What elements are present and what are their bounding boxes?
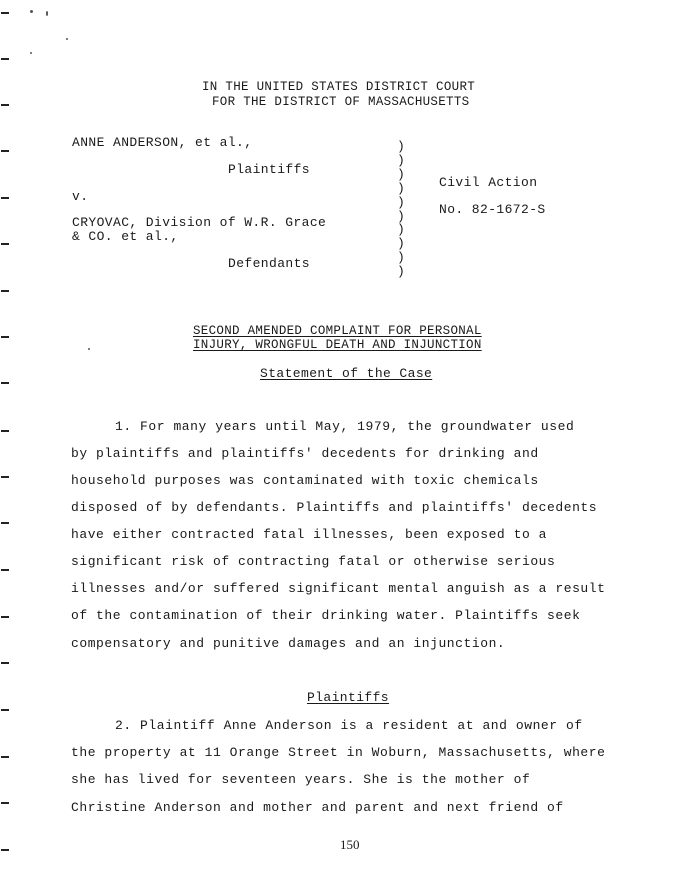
- paragraph-line: the property at 11 Orange Street in Woburn, Massachusetts, where: [71, 745, 606, 760]
- paragraph-line: 1. For many years until May, 1979, the groundwater used: [115, 419, 575, 434]
- paragraph-line: illnesses and/or suffered significant mental anguish as a result: [71, 581, 606, 596]
- paragraph-line: Christine Anderson and mother and parent and next friend of: [71, 800, 564, 815]
- paragraph-line: significant risk of contracting fatal or otherwise serious: [71, 554, 556, 569]
- court-name-line2: FOR THE DISTRICT OF MASSACHUSETTS: [212, 95, 470, 109]
- paragraph-line: 2. Plaintiff Anne Anderson is a resident at and owner of: [115, 718, 583, 733]
- page-number: 150: [340, 837, 360, 852]
- plaintiffs-label: Plaintiffs: [228, 162, 311, 177]
- court-name-line1: IN THE UNITED STATES DISTRICT COURT: [202, 80, 476, 94]
- complaint-title-line1: SECOND AMENDED COMPLAINT FOR PERSONAL: [193, 324, 482, 338]
- defendant-name-line2: & CO. et al.,: [72, 229, 179, 244]
- paragraph-line: of the contamination of their drinking water. Plaintiffs seek: [71, 608, 581, 623]
- caption-bracket: ) ) ) ) ) ) ) ) ) ): [397, 139, 405, 280]
- complaint-title-line2: INJURY, WRONGFUL DEATH AND INJUNCTION: [193, 338, 482, 352]
- paragraph-line: household purposes was contaminated with toxic chemicals: [71, 473, 539, 488]
- plaintiff-name: ANNE ANDERSON, et al.,: [72, 135, 253, 150]
- paragraph-line: she has lived for seventeen years. She is the mother of: [71, 772, 531, 787]
- versus: v.: [72, 189, 89, 204]
- paragraph-line: compensatory and punitive damages and an injunction.: [71, 636, 506, 651]
- paragraph-line: disposed of by defendants. Plaintiffs and plaintiffs' decedents: [71, 500, 598, 515]
- section-heading-statement: Statement of the Case: [260, 366, 433, 381]
- case-number: No. 82-1672-S: [439, 202, 546, 217]
- paragraph-line: have either contracted fatal illnesses, been exposed to a: [71, 527, 548, 542]
- defendants-label: Defendants: [228, 256, 311, 271]
- civil-action-label: Civil Action: [439, 175, 538, 190]
- section-heading-plaintiffs: Plaintiffs: [307, 690, 390, 705]
- paragraph-line: by plaintiffs and plaintiffs' decedents for drinking and: [71, 446, 539, 461]
- defendant-name-line1: CRYOVAC, Division of W.R. Grace: [72, 215, 327, 230]
